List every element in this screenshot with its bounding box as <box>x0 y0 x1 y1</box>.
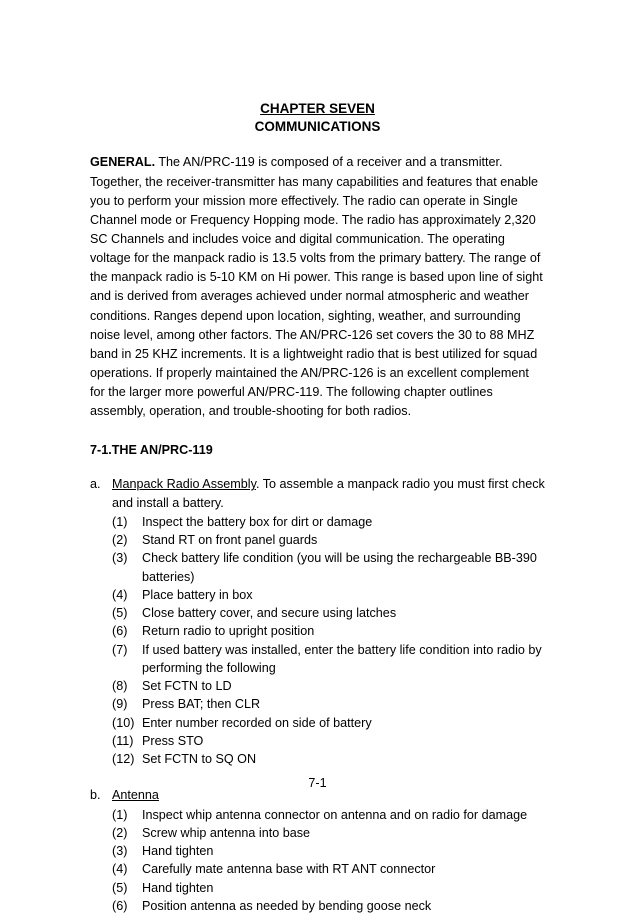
step-number: (5) <box>112 880 128 895</box>
step-text: Return radio to upright position <box>142 624 315 639</box>
step-number: (1) <box>112 807 128 822</box>
step-number: (4) <box>112 587 128 602</box>
step-text: Hand tighten <box>142 880 214 895</box>
step-text: Close battery cover, and secure using latches <box>142 606 397 621</box>
list-item <box>112 750 545 768</box>
step-number: (3) <box>112 844 128 859</box>
sub-step-list <box>90 513 545 769</box>
list-item <box>112 695 545 713</box>
step-text: Set FCTN to LD <box>142 679 232 694</box>
chapter-subtitle: COMMUNICATIONS <box>254 119 381 135</box>
step-text: Place battery in box <box>142 587 253 602</box>
step-text: Position antenna as needed by bending goose neck <box>142 898 432 913</box>
list-item <box>112 824 545 842</box>
list-item <box>90 475 545 768</box>
item-lead-underlined: Manpack Radio Assembly <box>112 477 256 492</box>
general-body-text: The AN/PRC-119 is composed of a receiver and a transmitter. Together, the receiver-transmitter has many capabilities and features that enable you to perform your mission more effectively. The radio can operate in Single Channel mode or Frequency Hopping mode. The radio has approximately 2,320 SC Channels and includes voice and digital communication. The operating voltage for the manpack radio is 13.5 volts from the primary battery. The range of the manpack radio is 5-10 KM on Hi power. This range is based upon line of sight and is derived from averages achieved under normal atmospheric and weather conditions. Ranges depend upon location, sighting, weather, and surrounding noise level, among other factors. The AN/PRC-126 set covers the 30 to 88 MHZ band in 25 KHZ increments. It is a lightweight radio that is best utilized for squad operations. If properly maintained the AN/PRC-126 is an excellent complement for the larger more powerful AN/PRC-119. The following chapter outlines assembly, operation, and trouble-shooting for both radios. <box>90 155 543 419</box>
step-text: Hand tighten <box>142 844 214 859</box>
step-number: (3) <box>112 551 128 566</box>
step-number: (7) <box>112 642 128 657</box>
step-number: (2) <box>112 825 128 840</box>
list-item <box>90 786 545 915</box>
section-heading: 7-1.THE AN/PRC-119 <box>90 443 213 458</box>
list-item <box>112 677 545 695</box>
step-text: Carefully mate antenna base with RT ANT connector <box>142 862 436 877</box>
step-text: Enter number recorded on side of battery <box>142 715 372 730</box>
list-item <box>112 842 545 860</box>
item-lead-text <box>112 475 545 512</box>
step-number: (4) <box>112 862 128 877</box>
chapter-title: CHAPTER SEVEN <box>260 101 375 116</box>
general-label: GENERAL. <box>90 155 156 170</box>
list-item <box>112 860 545 878</box>
item-letter: b. <box>90 788 101 803</box>
item-lead-rest: . To assemble a manpack radio you must first check and install a battery. <box>112 477 545 510</box>
step-number: (6) <box>112 624 128 639</box>
step-text: Check battery life condition (you will be using the rechargeable BB-390 batteries) <box>142 551 537 584</box>
list-item <box>112 897 545 915</box>
list-item <box>112 549 545 586</box>
step-number: (5) <box>112 606 128 621</box>
step-number: (1) <box>112 514 128 529</box>
step-text: Set FCTN to SQ ON <box>142 752 257 767</box>
page-number: 7-1 <box>308 776 327 790</box>
step-number: (9) <box>112 697 128 712</box>
step-text: Inspect the battery box for dirt or damage <box>142 514 373 529</box>
item-letter: a. <box>90 477 101 492</box>
step-text: Screw whip antenna into base <box>142 825 311 840</box>
step-number: (11) <box>112 733 134 748</box>
list-item <box>112 806 545 824</box>
list-item <box>112 622 545 640</box>
list-item <box>112 641 545 678</box>
list-item <box>112 714 545 732</box>
step-number: (12) <box>112 752 135 767</box>
list-item <box>112 732 545 750</box>
list-item <box>112 879 545 897</box>
general-paragraph <box>90 153 545 421</box>
sub-step-list <box>90 806 545 915</box>
step-text: Inspect whip antenna connector on antenna and on radio for damage <box>142 807 528 822</box>
step-text: Stand RT on front panel guards <box>142 533 318 548</box>
chapter-heading <box>90 100 545 136</box>
step-number: (6) <box>112 898 128 913</box>
step-text: Press BAT; then CLR <box>142 697 261 712</box>
step-number: (2) <box>112 533 128 548</box>
step-text: Press STO <box>142 733 204 748</box>
list-item <box>112 604 545 622</box>
list-item <box>112 513 545 531</box>
list-item <box>112 586 545 604</box>
step-text: If used battery was installed, enter the battery life condition into radio by performing the following <box>142 642 542 675</box>
step-number: (8) <box>112 679 128 694</box>
item-lead <box>90 475 545 512</box>
list-item <box>112 531 545 549</box>
step-number: (10) <box>112 715 135 730</box>
item-lead-underlined: Antenna <box>112 788 159 803</box>
